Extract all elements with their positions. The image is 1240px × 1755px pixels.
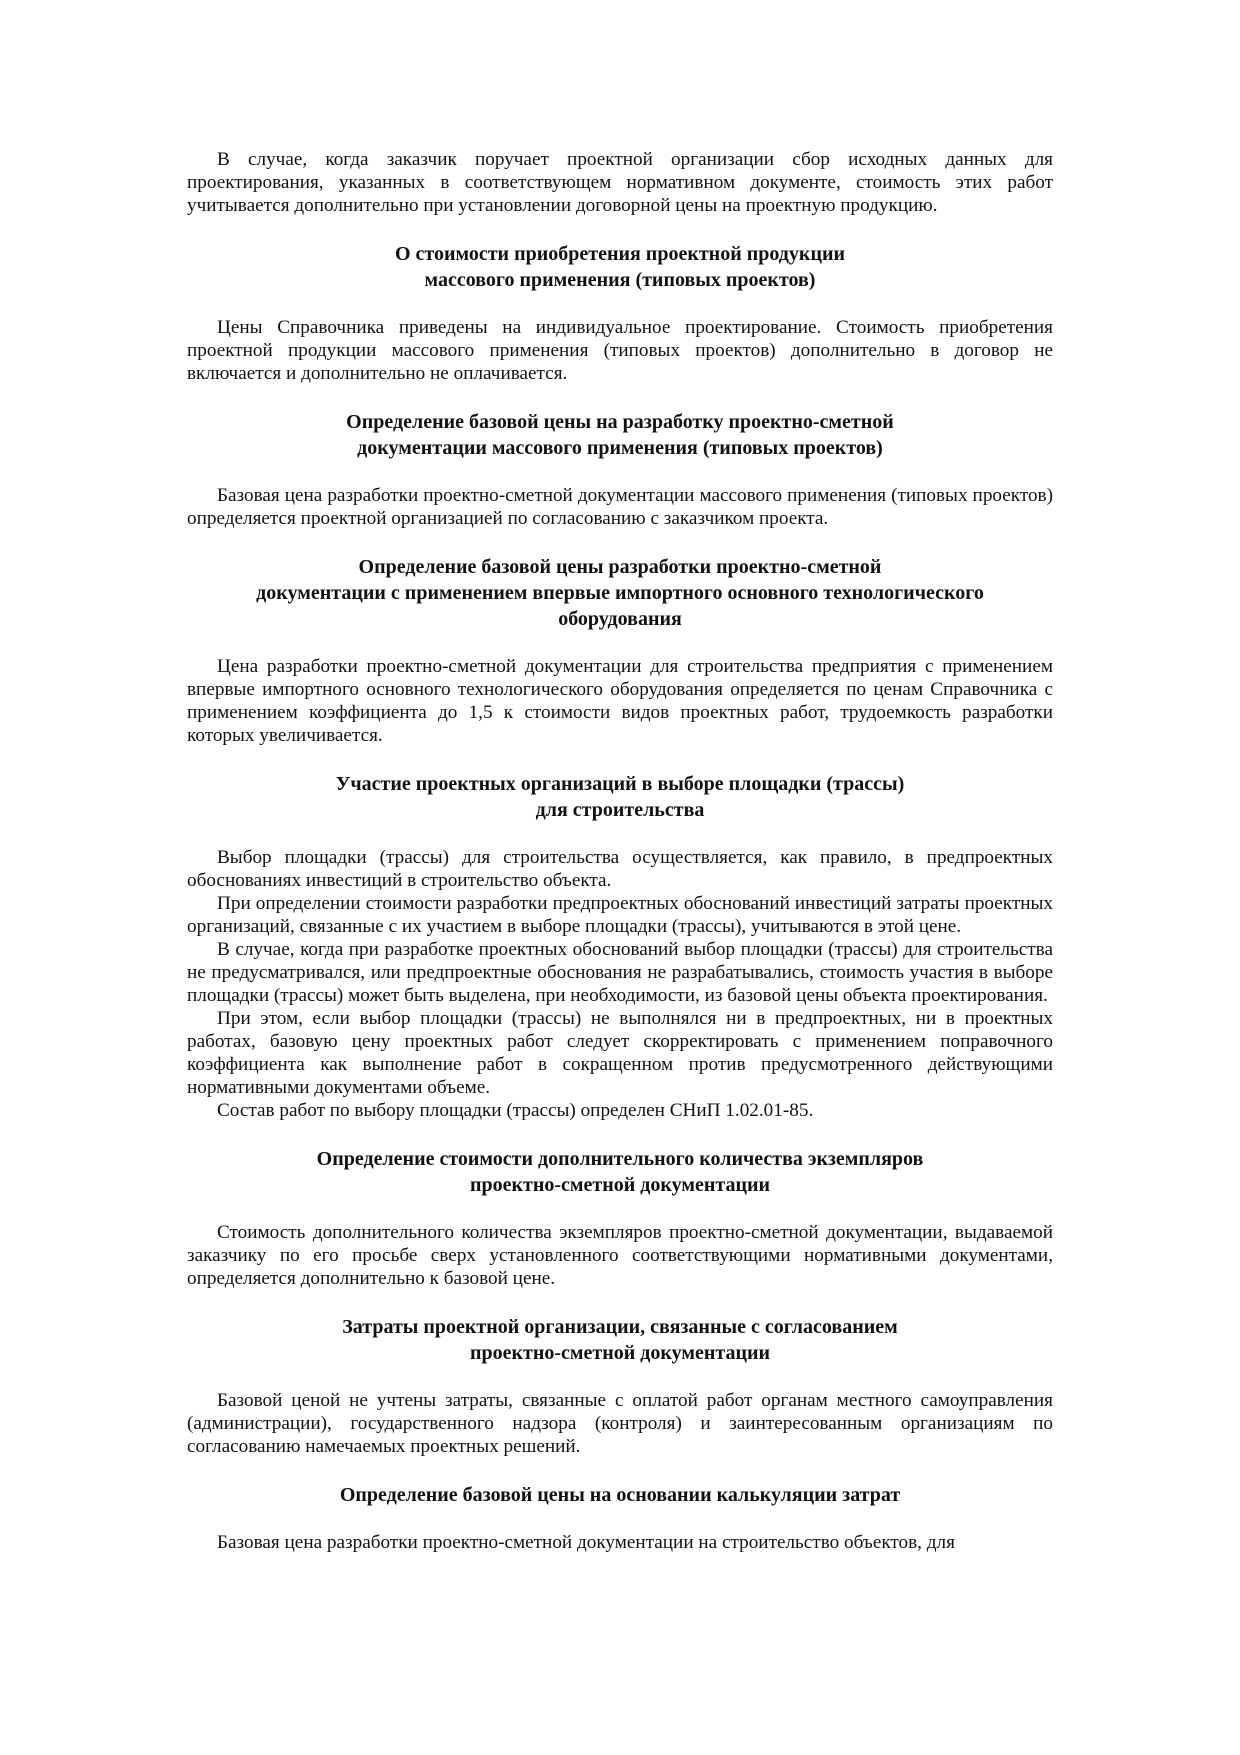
- paragraph: Базовая цена разработки проектно-сметной документации массового применения (типовых проектов) определяется проектной организацией по согласованию с заказчиком проекта.: [187, 485, 1053, 529]
- heading-line: Определение стоимости дополнительного количества экземпляров: [316, 1148, 924, 1170]
- heading-line: документации массового применения (типовых проектов): [357, 437, 883, 459]
- paragraph: Состав работ по выбору площадки (трассы) определен СНиП 1.02.01-85.: [217, 1100, 814, 1121]
- section-heading: [187, 241, 1053, 293]
- paragraph: Стоимость дополнительного количества экземпляров проектно-сметной документации, выдаваемой заказчику по его просьбе сверх установленного соответствующими нормативными документами, определяется дополнительно к базовой цене.: [187, 1222, 1053, 1289]
- heading-line: Определение базовой цены на разработку проектно-сметной: [346, 411, 894, 433]
- section-heading: [187, 409, 1053, 461]
- section-heading: [187, 1314, 1053, 1366]
- heading-line: Затраты проектной организации, связанные с согласованием: [342, 1316, 898, 1338]
- section-heading: [187, 554, 1053, 632]
- section-heading: [187, 1146, 1053, 1198]
- heading-line: для строительства: [535, 799, 705, 821]
- paragraph: При определении стоимости разработки предпроектных обоснований инвестиций затраты проектных организаций, связанные с их участием в выборе площадки (трассы), учитываются в этой цене.: [187, 893, 1053, 937]
- paragraph: В случае, когда заказчик поручает проектной организации сбор исходных данных для проектирования, указанных в соответствующем нормативном документе, стоимость этих работ учитывается дополнительно при установлении договорной цены на проектную продукцию.: [187, 149, 1053, 216]
- paragraph: Цены Справочника приведены на индивидуальное проектирование. Стоимость приобретения проектной продукции массового применения (типовых проектов) дополнительно в договор не включается и дополнительно не оплачивается.: [187, 317, 1053, 384]
- heading-line: О стоимости приобретения проектной продукции: [394, 243, 846, 265]
- heading-line: Участие проектных организаций в выборе площадки (трассы): [335, 773, 905, 795]
- document-page: [187, 148, 1053, 1554]
- paragraph: Цена разработки проектно-сметной документации для строительства предприятия с применением впервые импортного основного технологического оборудования определяется по ценам Справочника с применением коэффициента до 1,5 к стоимости видов проектных работ, трудоемкость разработки которых увеличивается.: [187, 656, 1053, 746]
- heading-line: проектно-сметной документации: [469, 1342, 771, 1364]
- section-heading: [187, 1482, 1053, 1508]
- heading-line: Определение базовой цены разработки проектно-сметной: [358, 556, 882, 578]
- paragraph: Базовая цена разработки проектно-сметной документации на строительство объектов, для: [217, 1532, 955, 1553]
- heading-line: Определение базовой цены на основании калькуляции затрат: [339, 1484, 901, 1506]
- heading-line: оборудования: [558, 608, 682, 630]
- paragraph: Базовой ценой не учтены затраты, связанные с оплатой работ органам местного самоуправления (администрации), государственного надзора (контроля) и заинтересованным организациям по согласованию намечаемых проектных решений.: [187, 1390, 1053, 1457]
- heading-line: массового применения (типовых проектов): [424, 269, 816, 291]
- heading-line: проектно-сметной документации: [469, 1174, 771, 1196]
- section-heading: [187, 771, 1053, 823]
- heading-line: документации с применением впервые импортного основного технологического: [256, 582, 984, 604]
- paragraph: При этом, если выбор площадки (трассы) не выполнялся ни в предпроектных, ни в проектных работах, базовую цену проектных работ следует скорректировать с применением поправочного коэффициента как выполнение работ в сокращенном против предусмотренного действующими нормативными документами объеме.: [187, 1008, 1053, 1098]
- paragraph: Выбор площадки (трассы) для строительства осуществляется, как правило, в предпроектных обоснованиях инвестиций в строительство объекта.: [187, 847, 1053, 891]
- paragraph: В случае, когда при разработке проектных обоснований выбор площадки (трассы) для строительства не предусматривался, или предпроектные обоснования не разрабатывались, стоимость участия в выборе площадки (трассы) может быть выделена, при необходимости, из базовой цены объекта проектирования.: [187, 939, 1053, 1006]
